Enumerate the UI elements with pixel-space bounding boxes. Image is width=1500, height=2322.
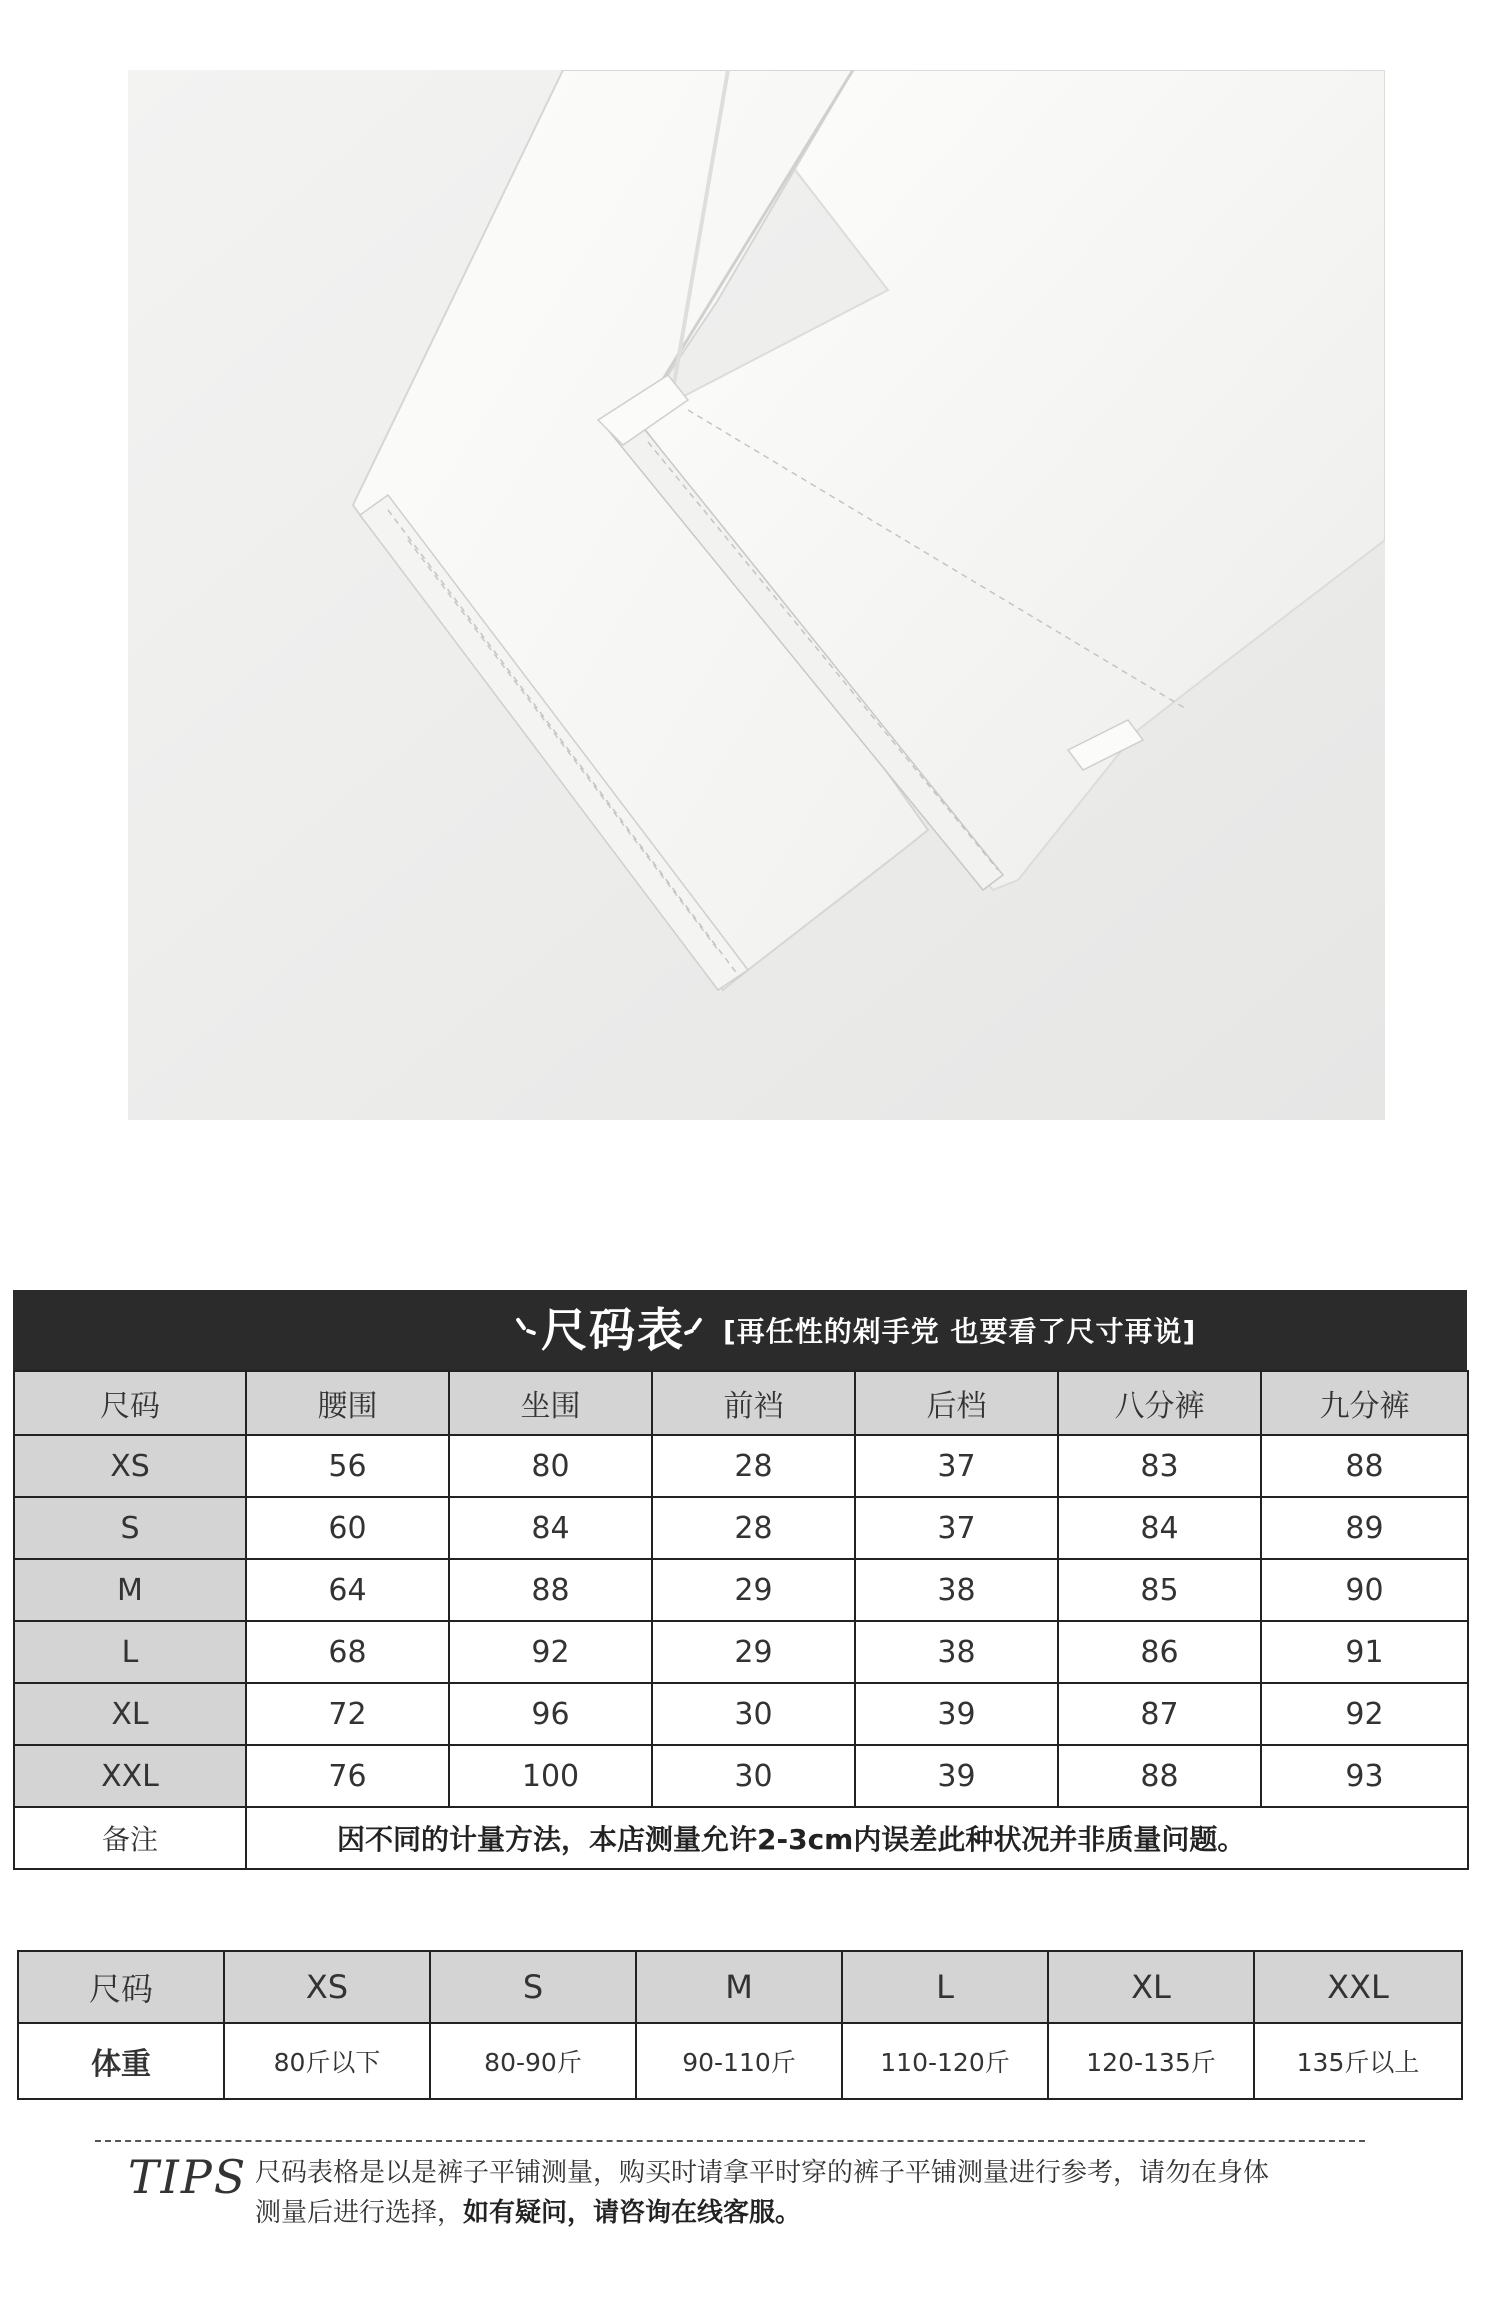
table-cell: 83 xyxy=(1058,1435,1261,1497)
table-cell: 76 xyxy=(246,1745,449,1807)
table-cell: 72 xyxy=(246,1683,449,1745)
table-cell: 28 xyxy=(652,1435,855,1497)
size-cell: XXL xyxy=(1254,1951,1462,2023)
product-photo xyxy=(128,70,1385,1120)
size-cell: XL xyxy=(14,1683,246,1745)
note-row xyxy=(14,1807,1468,1869)
table-cell: 37 xyxy=(855,1497,1058,1559)
size-cell: L xyxy=(14,1621,246,1683)
weight-table xyxy=(17,1950,1463,2100)
column-header: 八分裤 xyxy=(1058,1371,1261,1435)
weight-cell: 80-90斤 xyxy=(430,2023,636,2099)
note-text: 因不同的计量方法，本店测量允许2-3cm内误差此种状况并非质量问题。 xyxy=(246,1807,1468,1869)
size-cell: M xyxy=(14,1559,246,1621)
tips-divider xyxy=(95,2140,1365,2142)
table-cell: 29 xyxy=(652,1621,855,1683)
trouser-hem-illustration xyxy=(128,70,1385,1120)
weight-row-label: 体重 xyxy=(18,2023,224,2099)
column-header: 后档 xyxy=(855,1371,1058,1435)
size-cell: XXL xyxy=(14,1745,246,1807)
table-cell: 80 xyxy=(449,1435,652,1497)
table-cell: 39 xyxy=(855,1683,1058,1745)
size-chart xyxy=(13,1290,1467,1870)
sparkle-icon xyxy=(515,1315,537,1345)
table-cell: 96 xyxy=(449,1683,652,1745)
size-table xyxy=(13,1370,1469,1870)
size-cell: S xyxy=(14,1497,246,1559)
table-cell: 39 xyxy=(855,1745,1058,1807)
tips-line-2-text: 测量后进行选择， xyxy=(255,2198,464,2228)
note-label: 备注 xyxy=(14,1807,246,1869)
table-cell: 91 xyxy=(1261,1621,1468,1683)
weight-chart xyxy=(17,1950,1461,2100)
table-cell: 92 xyxy=(1261,1683,1468,1745)
tips-contact-note: 如有疑问，请咨询在线客服。 xyxy=(463,2198,802,2228)
table-cell: 37 xyxy=(855,1435,1058,1497)
size-chart-title: 尺码表 xyxy=(541,1303,685,1357)
table-cell: 89 xyxy=(1261,1497,1468,1559)
table-cell: 93 xyxy=(1261,1745,1468,1807)
weight-cell: 90-110斤 xyxy=(636,2023,842,2099)
size-cell: XL xyxy=(1048,1951,1254,2023)
table-row xyxy=(14,1745,1468,1807)
table-cell: 30 xyxy=(652,1683,855,1745)
tips-text xyxy=(255,2153,1435,2233)
column-header: 九分裤 xyxy=(1261,1371,1468,1435)
size-cell: XS xyxy=(224,1951,430,2023)
column-header: 前裆 xyxy=(652,1371,855,1435)
weight-cell: 135斤以上 xyxy=(1254,2023,1462,2099)
table-cell: 86 xyxy=(1058,1621,1261,1683)
table-row xyxy=(14,1621,1468,1683)
weight-size-row xyxy=(18,1951,1462,2023)
size-cell: M xyxy=(636,1951,842,2023)
table-cell: 64 xyxy=(246,1559,449,1621)
table-cell: 38 xyxy=(855,1559,1058,1621)
column-header: 坐围 xyxy=(449,1371,652,1435)
size-cell: S xyxy=(430,1951,636,2023)
table-cell: 38 xyxy=(855,1621,1058,1683)
table-cell: 90 xyxy=(1261,1559,1468,1621)
size-cell: XS xyxy=(14,1435,246,1497)
table-row xyxy=(14,1559,1468,1621)
table-cell: 88 xyxy=(449,1559,652,1621)
weight-value-row xyxy=(18,2023,1462,2099)
weight-cell: 110-120斤 xyxy=(842,2023,1048,2099)
table-cell: 29 xyxy=(652,1559,855,1621)
size-chart-header xyxy=(13,1290,1467,1370)
tips-line-2 xyxy=(255,2193,1435,2233)
table-cell: 68 xyxy=(246,1621,449,1683)
size-cell: L xyxy=(842,1951,1048,2023)
table-cell: 60 xyxy=(246,1497,449,1559)
tips-label: TIPS xyxy=(128,2150,248,2204)
table-cell: 30 xyxy=(652,1745,855,1807)
table-cell: 100 xyxy=(449,1745,652,1807)
table-row xyxy=(14,1683,1468,1745)
table-cell: 87 xyxy=(1058,1683,1261,1745)
weight-cell: 120-135斤 xyxy=(1048,2023,1254,2099)
table-cell: 92 xyxy=(449,1621,652,1683)
size-row-label: 尺码 xyxy=(18,1951,224,2023)
table-cell: 85 xyxy=(1058,1559,1261,1621)
table-cell: 84 xyxy=(449,1497,652,1559)
sparkle-icon xyxy=(685,1315,707,1345)
table-cell: 84 xyxy=(1058,1497,1261,1559)
column-header: 腰围 xyxy=(246,1371,449,1435)
table-cell: 28 xyxy=(652,1497,855,1559)
column-header: 尺码 xyxy=(14,1371,246,1435)
tips-line-1: 尺码表格是以是裤子平铺测量，购买时请拿平时穿的裤子平铺测量进行参考，请勿在身体 xyxy=(255,2158,1270,2188)
table-row xyxy=(14,1435,1468,1497)
table-cell: 88 xyxy=(1058,1745,1261,1807)
size-chart-subtitle: [再任性的剁手党 也要看了尺寸再说] xyxy=(723,1315,1197,1348)
table-cell: 88 xyxy=(1261,1435,1468,1497)
table-cell: 56 xyxy=(246,1435,449,1497)
table-row xyxy=(14,1497,1468,1559)
weight-cell: 80斤以下 xyxy=(224,2023,430,2099)
size-table-header-row xyxy=(14,1371,1468,1435)
